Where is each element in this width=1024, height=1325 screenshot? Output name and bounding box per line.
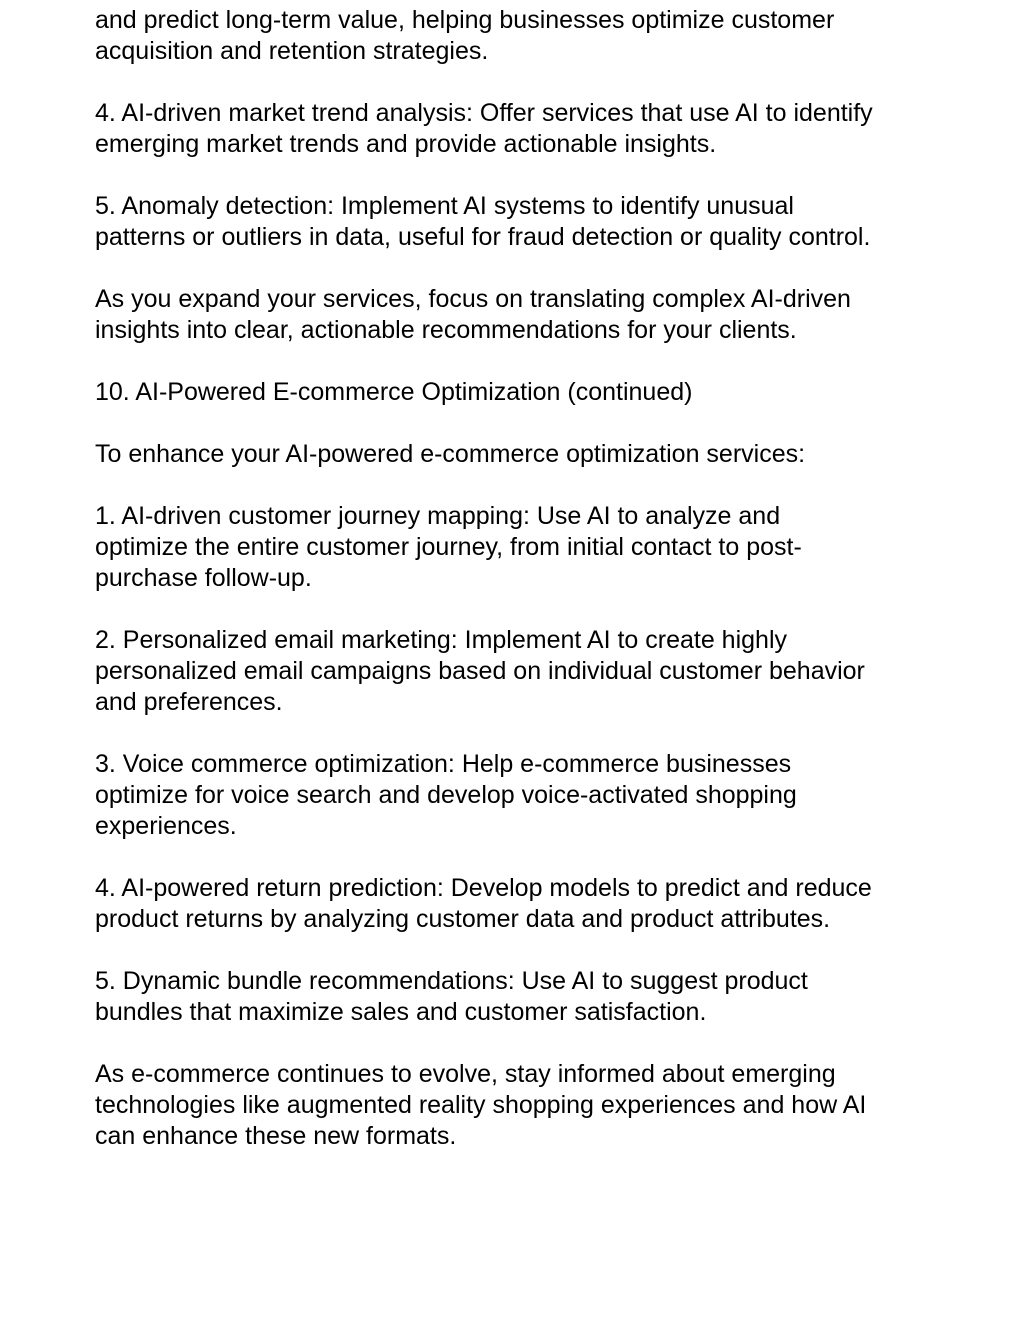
list-item-personalized-email [95,625,955,718]
text-line: optimize the entire customer journey, from initial contact to post- [95,533,802,561]
text-line: 3. Voice commerce optimization: Help e-commerce businesses [95,750,792,778]
text-line: 4. AI-powered return prediction: Develop models to predict and reduce [95,874,872,902]
list-item-return-prediction [95,873,955,935]
paragraph-continued-ltv [95,5,955,67]
text-line: product returns by analyzing customer data and product attributes. [95,905,831,933]
text-line: can enhance these new formats. [95,1122,457,1150]
text-line: purchase follow-up. [95,564,312,592]
list-item-market-trend-analysis [95,98,955,160]
text-line: To enhance your AI-powered e-commerce optimization services: [95,440,806,468]
text-line: and predict long-term value, helping businesses optimize customer [95,6,835,34]
text-line: technologies like augmented reality shopping experiences and how AI [95,1091,867,1119]
text-line: As e-commerce continues to evolve, stay informed about emerging [95,1060,836,1088]
text-line: insights into clear, actionable recommendations for your clients. [95,316,797,344]
text-line: 4. AI-driven market trend analysis: Offer services that use AI to identify [95,99,873,127]
text-line: 10. AI-Powered E-commerce Optimization (continued) [95,378,693,406]
text-line: acquisition and retention strategies. [95,37,489,65]
text-line: As you expand your services, focus on translating complex AI-driven [95,285,851,313]
list-item-customer-journey-mapping [95,501,955,594]
text-line: and preferences. [95,688,283,716]
paragraph-expand-services [95,284,955,346]
text-line: 5. Anomaly detection: Implement AI systems to identify unusual [95,192,794,220]
list-item-anomaly-detection [95,191,955,253]
paragraph-closing [95,1059,955,1152]
text-line: emerging market trends and provide actionable insights. [95,130,717,158]
paragraph-intro-ecommerce [95,439,955,470]
document-page [95,5,955,1183]
text-line: experiences. [95,812,237,840]
list-item-voice-commerce [95,749,955,842]
text-line: personalized email campaigns based on individual customer behavior [95,657,865,685]
text-line: optimize for voice search and develop voice-activated shopping [95,781,797,809]
text-line: 5. Dynamic bundle recommendations: Use AI to suggest product [95,967,808,995]
section-heading-ecommerce [95,377,955,408]
text-line: 1. AI-driven customer journey mapping: Use AI to analyze and [95,502,781,530]
list-item-bundle-recommendations [95,966,955,1028]
text-line: patterns or outliers in data, useful for fraud detection or quality control. [95,223,871,251]
text-line: bundles that maximize sales and customer satisfaction. [95,998,707,1026]
text-line: 2. Personalized email marketing: Implement AI to create highly [95,626,788,654]
